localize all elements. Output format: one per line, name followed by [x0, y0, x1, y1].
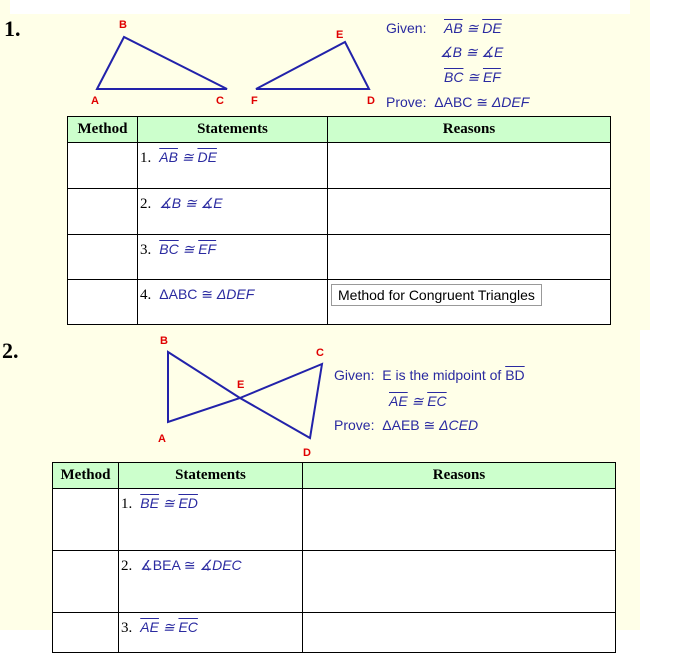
statement-cell: 4. ΔABC ≅ ΔDEF [138, 280, 328, 325]
table-row [68, 143, 611, 189]
table-row [68, 189, 611, 235]
header-method: Method [53, 463, 119, 489]
problem-2-number: 2. [2, 338, 19, 363]
reason-cell[interactable] [328, 280, 611, 325]
header-reasons: Reasons [328, 117, 611, 143]
label-e: E [237, 379, 245, 391]
label-e: E [336, 29, 344, 41]
reason-cell[interactable] [328, 143, 611, 189]
label-a: A [91, 95, 99, 107]
header-method: Method [68, 117, 138, 143]
statement-cell: 3. $\overline{AE}$ ≅ $\overline{EC}$ [119, 613, 303, 653]
problem-2-bowtie-figure [150, 332, 330, 462]
problem-1-number: 1. [4, 16, 21, 41]
problem-1-prove: Prove: ΔABC ≅ ΔDEF [386, 94, 530, 110]
table-header-row [53, 463, 616, 489]
label-f: F [251, 95, 258, 107]
label-c: C [216, 95, 224, 107]
header-reasons: Reasons [303, 463, 616, 489]
problem-1-given-3: $\overline{BC}$ ≅ $\overline{EF}$ [444, 69, 501, 85]
congruence-method-input[interactable]: Method for Congruent Triangles [331, 284, 542, 306]
table-row [53, 613, 616, 653]
statement-cell: 1. $\overline{BE}$ ≅ $\overline{ED}$ [119, 489, 303, 551]
table-header-row [68, 117, 611, 143]
problem-2-given-2: $\overline{AE}$ ≅ $\overline{EC}$ [389, 393, 447, 409]
method-cell[interactable] [53, 613, 119, 653]
statement-cell: 1. $\overline{AB}$ ≅ $\overline{DE}$ [138, 143, 328, 189]
problem-1-given-1: $\overline{AB}$ ≅ $\overline{DE}$ [444, 20, 502, 36]
method-cell[interactable] [68, 143, 138, 189]
problem-1-given-2: ∡B ≅ ∡E [440, 44, 504, 60]
reason-cell[interactable] [303, 613, 616, 653]
method-cell[interactable] [68, 189, 138, 235]
table-row [68, 235, 611, 280]
label-b: B [160, 335, 168, 347]
triangle-abc [97, 37, 227, 89]
statement-cell: 2. ∡BEA ≅ ∡DEC [119, 551, 303, 613]
reason-cell[interactable] [328, 235, 611, 280]
method-cell[interactable] [53, 551, 119, 613]
problem-2-proof-table [52, 462, 616, 653]
statement-cell: 3. $\overline{BC}$ ≅ $\overline{EF}$ [138, 235, 328, 280]
problem-1-given-label: Given: [386, 20, 427, 36]
header-statements: Statements [138, 117, 328, 143]
problem-1-proof-table [67, 116, 611, 325]
problem-2-given-1: Given: E is the midpoint of $\overline{BD}$ [334, 367, 525, 383]
table-row [53, 489, 616, 551]
table-row [53, 551, 616, 613]
reason-cell[interactable] [303, 551, 616, 613]
reason-cell[interactable] [328, 189, 611, 235]
header-statements: Statements [119, 463, 303, 489]
method-cell[interactable] [68, 280, 138, 325]
label-d: D [303, 447, 311, 459]
triangle-ced [240, 364, 322, 438]
table-row [68, 280, 611, 325]
statement-cell: 2. ∡B ≅ ∡E [138, 189, 328, 235]
panel-top-gap [10, 0, 630, 14]
label-a: A [158, 433, 166, 445]
triangle-aeb [168, 352, 240, 422]
reason-cell[interactable] [303, 489, 616, 551]
label-b: B [119, 19, 127, 31]
triangle-def [256, 42, 369, 89]
problem-2-prove: Prove: ΔAEB ≅ ΔCED [334, 417, 479, 433]
label-d: D [367, 95, 375, 107]
method-cell[interactable] [68, 235, 138, 280]
label-c: C [316, 347, 324, 359]
problem-1-triangles-figure [80, 14, 390, 114]
method-cell[interactable] [53, 489, 119, 551]
